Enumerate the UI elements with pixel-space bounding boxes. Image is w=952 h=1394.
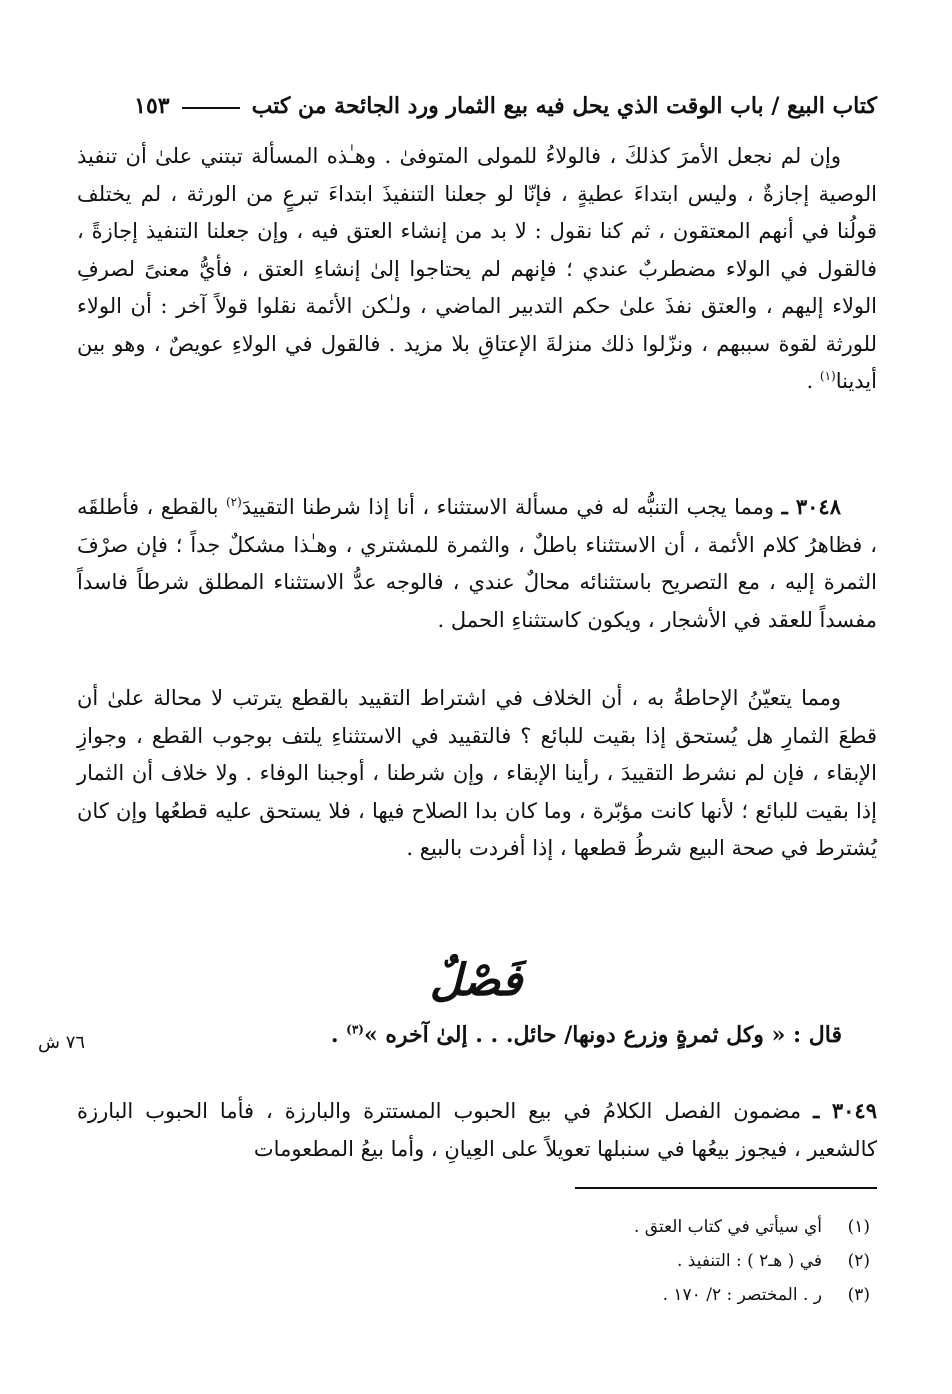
footnote-text: أي سيأتي في كتاب العتق . [633, 1217, 822, 1237]
paragraph-number: ٣٠٤٩ ـ [813, 1098, 877, 1123]
paragraph-3 [77, 680, 877, 868]
paragraph-1 [77, 138, 877, 401]
paragraph-1-text: وإن لم نجعل الأمرَ كذلكَ ، فالولاءُ للمولى المتوفىٰ . وهـٰذه المسألة تبتني علىٰ أن تنفيذ الوصية إجازةٌ ، وليس ابتداءَ عطيةٍ ، فإنّا لو جعلنا التنفيذَ ابتداءَ تبرعٍ من الورثة ، لم يختلف قولُنا في أنهم المعتقون ، ثم كنا نقول : لا بد من إنشاء العتق فيه ، وإن جعلنا التنفيذ إجازةً ، فالقول في الولاء مضطربٌ عندي ؛ فإنهم لم يحتاجوا إلىٰ إنشاءِ العتق ، فأيُّ معنىً لصرفِ الولاء إليهم ، والعتق نفذَ علىٰ حكم التدبير الماضي ، ولـٰكن الأئمة نقلوا قولاً آخر : أن الولاء للورثة لقوة سببهم ، ونزّلوا ذلك منزلةَ الإعتاقِ بلا مزيد . فالقول في الولاءِ عويصٌ ، وهو بين أيدينا [77, 144, 877, 393]
section-heading-ornament [0, 955, 952, 1006]
paragraph-3-text: ومما يتعيّنُ الإحاطةُ به ، أن الخلاف في اشتراط التقييد بالقطع يترتب لا محالة علىٰ أن قطعَ الثمارِ هل يُستحق إذا بقيت للبائع ؟ فالتقييد في الاستثناءِ يلتف بوجوب القطع ، وجوازِ الإبقاء ، فإن لم نشرط التقييدَ ، رأينا الإبقاء ، وإن شرطنا ، أوجبنا الوفاء . ولا خلاف أن الثمار إذا بقيت للبائع ؛ لأنها كانت مؤبّرة ، وما كان بدا الصلاح فيها ، فلا يستحق عليه قطعُها وإن كان يُشترط في صحة البيع شرطُ قطعها ، إذا أفردت بالبيع . [77, 686, 877, 860]
qala-end: . [330, 1022, 347, 1048]
section-heading: فَصْلٌ [429, 955, 523, 1006]
footnote-separator [575, 1187, 877, 1189]
footnotes [634, 1210, 870, 1312]
footnote [634, 1244, 870, 1278]
footnote [634, 1210, 870, 1244]
quoted-text-line [331, 1022, 842, 1048]
margin-note: ٧٦ ش [38, 1032, 86, 1053]
footnote-ref-2: (٢) [225, 495, 242, 509]
paragraph-3048-text-b: بالقطع ، فأطلقَه ، فظاهرُ كلام الأئمة ، أن الاستثناء باطلٌ ، والثمرة للمشتري ، وهـٰذا مشكلٌ جداً ؛ فإن صرْفَ الثمرة إليه ، مع التصريح باستثنائه محالٌ عندي ، فالوجه عدُّ الاستثناء المطلق شرطاً فاسداً مفسداً للعقد في الأشجار ، ويكون كاستثناءِ الحمل . [77, 495, 877, 632]
footnote-number: (٣) [847, 1285, 870, 1305]
footnote-number: (٢) [847, 1251, 870, 1271]
footnote-ref-3: (٣) [346, 1022, 364, 1037]
paragraph-3048 [77, 488, 877, 639]
header-title: كتاب البيع / باب الوقت الذي يحل فيه بيع الثمار ورد الجائحة من كتب [251, 93, 877, 119]
qala-text: قال : « وكل ثمرةٍ وزرع دونها/ حائل. . . إلىٰ آخره » [363, 1022, 842, 1048]
header-rule [182, 107, 240, 109]
paragraph-1-end: . [806, 369, 820, 393]
page-number: ١٥٣ [134, 93, 170, 119]
footnote-text: في ( هـ٢ ) : التنفيذ . [676, 1251, 822, 1271]
footnote-text: ر . المختصر : ٢/ ١٧٠ . [662, 1285, 822, 1305]
footnote-ref-1: (١) [819, 369, 836, 383]
paragraph-3049 [77, 1092, 877, 1168]
paragraph-3049-text: مضمون الفصل الكلامُ في بيع الحبوب المستترة والبارزة ، فأما الحبوب البارزة كالشعير ، فيجوز بيعُها في سنبلها تعويلاً على العِيانِ ، وأما بيعُ المطعومات [77, 1099, 877, 1161]
footnote [634, 1278, 870, 1312]
paragraph-number: ٣٠٤٨ ـ [781, 494, 841, 519]
paragraph-3048-text-a: ومما يجب التنبُّه له في مسألة الاستثناء ، أنا إذا شرطنا التقييدَ [241, 495, 782, 519]
footnote-number: (١) [847, 1217, 870, 1237]
running-header [110, 86, 877, 126]
